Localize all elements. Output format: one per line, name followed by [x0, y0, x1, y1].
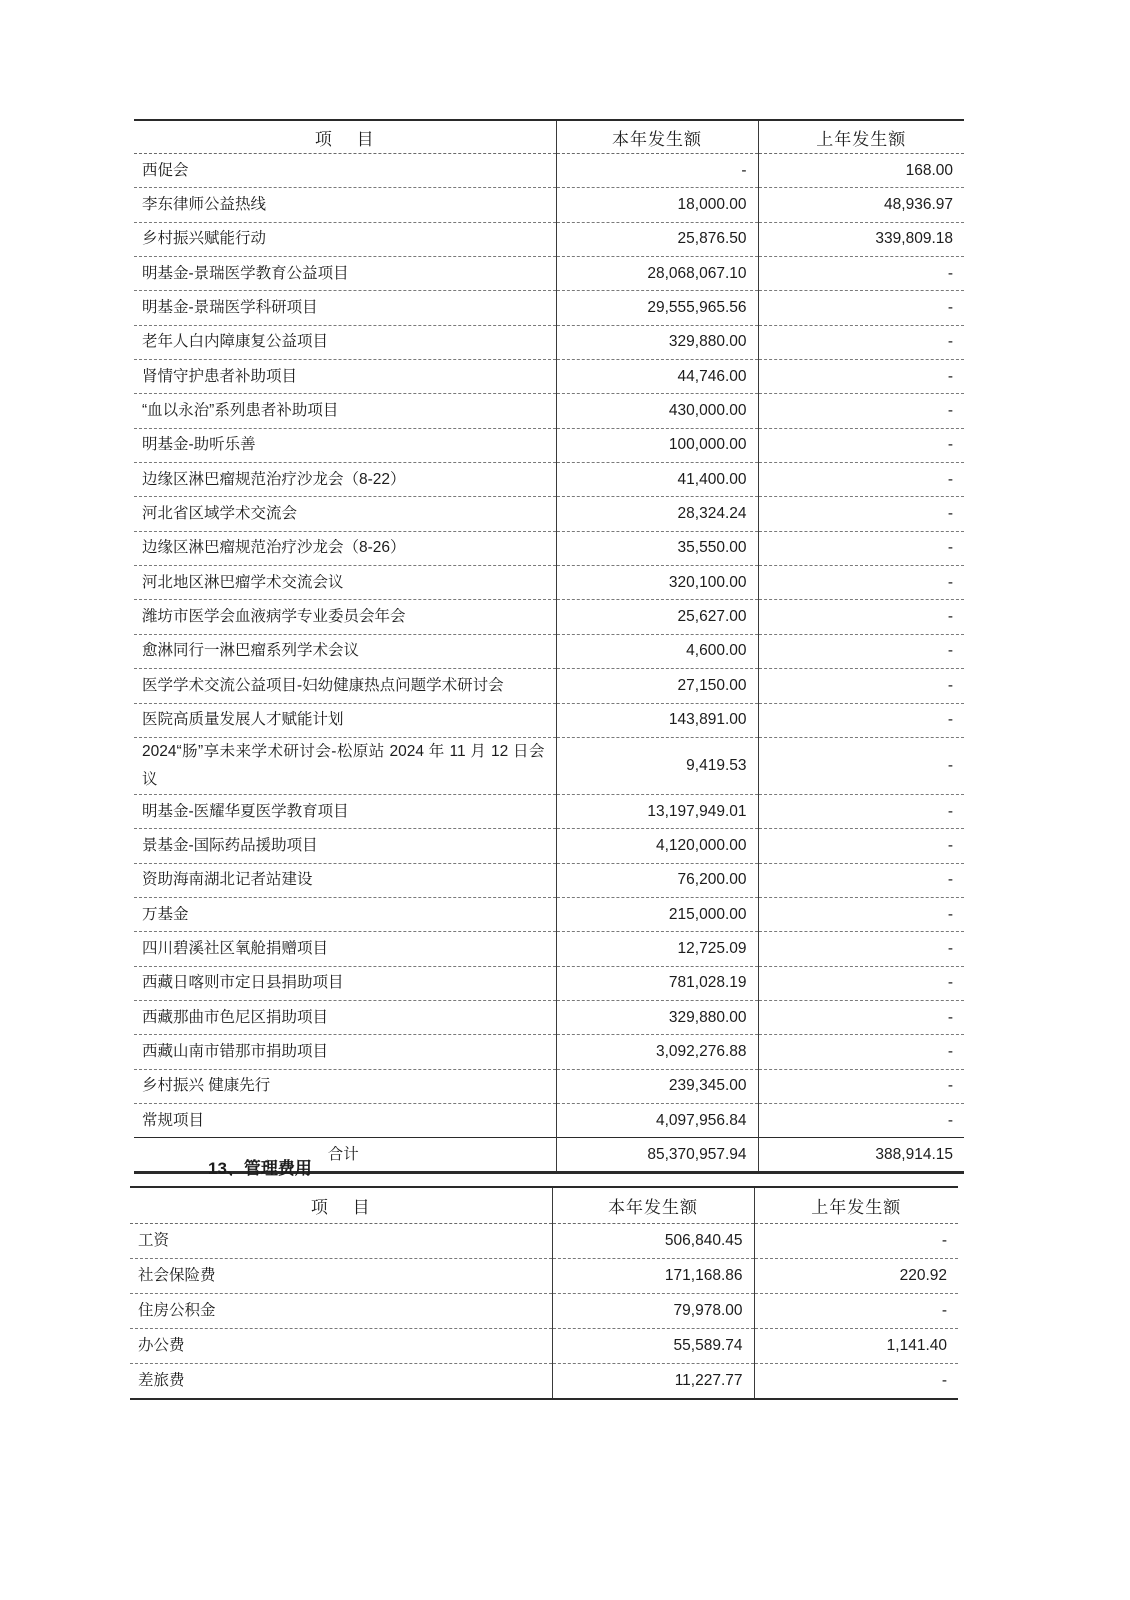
table-row: [134, 497, 964, 531]
item-name-cell: 资助海南湖北记者站建设: [134, 863, 556, 897]
table-row: [134, 1000, 964, 1034]
header-current-year: 本年发生额: [552, 1187, 754, 1224]
table-row: [134, 188, 964, 222]
table-row: [134, 222, 964, 256]
prior-year-amount-cell: 48,936.97: [758, 188, 964, 222]
current-year-amount-cell: 25,627.00: [556, 600, 758, 634]
current-year-amount-cell: 28,068,067.10: [556, 257, 758, 291]
prior-year-amount-cell: -: [758, 863, 964, 897]
item-name-cell: 社会保险费: [130, 1259, 552, 1294]
table-row: [134, 154, 964, 188]
item-name-cell: 明基金-景瑞医学科研项目: [134, 291, 556, 325]
item-name-cell: 万基金: [134, 897, 556, 931]
table-row: [134, 325, 964, 359]
table-row: [134, 794, 964, 828]
table-row: [134, 600, 964, 634]
total-prior-year: 388,914.15: [758, 1138, 964, 1173]
current-year-amount-cell: 3,092,276.88: [556, 1035, 758, 1069]
prior-year-amount-cell: -: [758, 360, 964, 394]
prior-year-amount-cell: -: [758, 703, 964, 737]
prior-year-amount-cell: -: [754, 1364, 958, 1400]
table-header-row: [134, 120, 964, 154]
current-year-amount-cell: 143,891.00: [556, 703, 758, 737]
prior-year-amount-cell: -: [758, 737, 964, 794]
current-year-amount-cell: 27,150.00: [556, 669, 758, 703]
current-year-amount-cell: 79,978.00: [552, 1294, 754, 1329]
current-year-amount-cell: 29,555,965.56: [556, 291, 758, 325]
current-year-amount-cell: 4,600.00: [556, 634, 758, 668]
prior-year-amount-cell: -: [758, 394, 964, 428]
header-item: 项 目: [134, 120, 556, 154]
item-name-cell: 西藏山南市错那市捐助项目: [134, 1035, 556, 1069]
current-year-amount-cell: 9,419.53: [556, 737, 758, 794]
prior-year-amount-cell: -: [758, 463, 964, 497]
item-name-cell: 乡村振兴赋能行动: [134, 222, 556, 256]
prior-year-amount-cell: -: [758, 634, 964, 668]
item-name-cell: 西藏日喀则市定日县捐助项目: [134, 966, 556, 1000]
current-year-amount-cell: 13,197,949.01: [556, 794, 758, 828]
prior-year-amount-cell: -: [754, 1294, 958, 1329]
admin-expense-table: [130, 1186, 958, 1400]
prior-year-amount-cell: -: [754, 1224, 958, 1259]
current-year-amount-cell: 41,400.00: [556, 463, 758, 497]
table-row: [134, 257, 964, 291]
table-row: [134, 932, 964, 966]
current-year-amount-cell: 781,028.19: [556, 966, 758, 1000]
prior-year-amount-cell: -: [758, 531, 964, 565]
item-name-cell: 乡村振兴 健康先行: [134, 1069, 556, 1103]
table-row: [130, 1259, 958, 1294]
item-name-cell: 明基金-助听乐善: [134, 428, 556, 462]
prior-year-amount-cell: -: [758, 794, 964, 828]
table-row: [134, 966, 964, 1000]
prior-year-amount-cell: -: [758, 829, 964, 863]
prior-year-amount-cell: 339,809.18: [758, 222, 964, 256]
prior-year-amount-cell: -: [758, 600, 964, 634]
section-title: 13、管理费用: [208, 1159, 312, 1178]
table-row: [134, 360, 964, 394]
current-year-amount-cell: 430,000.00: [556, 394, 758, 428]
project-expense-table: [134, 119, 964, 1174]
prior-year-amount-cell: -: [758, 428, 964, 462]
table-body: [134, 154, 964, 1138]
current-year-amount-cell: -: [556, 154, 758, 188]
header-prior-year: 上年发生额: [754, 1187, 958, 1224]
table-row: [134, 463, 964, 497]
item-name-cell: 肾情守护患者补助项目: [134, 360, 556, 394]
current-year-amount-cell: 4,120,000.00: [556, 829, 758, 863]
item-name-cell: 河北地区淋巴瘤学术交流会议: [134, 566, 556, 600]
table-row: [134, 566, 964, 600]
current-year-amount-cell: 506,840.45: [552, 1224, 754, 1259]
item-name-cell: 工资: [130, 1224, 552, 1259]
current-year-amount-cell: 100,000.00: [556, 428, 758, 462]
item-name-cell: 愈淋同行一淋巴瘤系列学术会议: [134, 634, 556, 668]
prior-year-amount-cell: -: [758, 966, 964, 1000]
table-row: [134, 1035, 964, 1069]
table-row: [134, 669, 964, 703]
item-name-cell: 四川碧溪社区氧舱捐赠项目: [134, 932, 556, 966]
current-year-amount-cell: 11,227.77: [552, 1364, 754, 1400]
item-name-cell: 潍坊市医学会血液病学专业委员会年会: [134, 600, 556, 634]
current-year-amount-cell: 12,725.09: [556, 932, 758, 966]
item-name-cell: 差旅费: [130, 1364, 552, 1400]
table-row: [130, 1364, 958, 1400]
item-name-cell: 李东律师公益热线: [134, 188, 556, 222]
current-year-amount-cell: 320,100.00: [556, 566, 758, 600]
item-name-cell: 住房公积金: [130, 1294, 552, 1329]
item-name-cell: 明基金-景瑞医学教育公益项目: [134, 257, 556, 291]
item-name-cell: 常规项目: [134, 1103, 556, 1137]
prior-year-amount-cell: 220.92: [754, 1259, 958, 1294]
prior-year-amount-cell: -: [758, 669, 964, 703]
item-name-cell: 明基金-医耀华夏医学教育项目: [134, 794, 556, 828]
table-row: [134, 829, 964, 863]
prior-year-amount-cell: 1,141.40: [754, 1329, 958, 1364]
table-row: [134, 897, 964, 931]
current-year-amount-cell: 329,880.00: [556, 1000, 758, 1034]
item-name-cell: 边缘区淋巴瘤规范治疗沙龙会（8-26）: [134, 531, 556, 565]
item-name-cell: 老年人白内障康复公益项目: [134, 325, 556, 359]
item-name-cell: 2024“肠”享未来学术研讨会-松原站 2024 年 11 月 12 日会议: [134, 737, 556, 794]
prior-year-amount-cell: -: [758, 897, 964, 931]
item-name-cell: 西促会: [134, 154, 556, 188]
current-year-amount-cell: 4,097,956.84: [556, 1103, 758, 1137]
current-year-amount-cell: 76,200.00: [556, 863, 758, 897]
table-row: [130, 1224, 958, 1259]
current-year-amount-cell: 239,345.00: [556, 1069, 758, 1103]
prior-year-amount-cell: -: [758, 932, 964, 966]
prior-year-amount-cell: -: [758, 1000, 964, 1034]
prior-year-amount-cell: -: [758, 291, 964, 325]
table-header-row: [130, 1187, 958, 1224]
table-row: [134, 531, 964, 565]
total-current-year: 85,370,957.94: [556, 1138, 758, 1173]
table-row: [134, 428, 964, 462]
item-name-cell: 河北省区域学术交流会: [134, 497, 556, 531]
item-name-cell: 景基金-国际药品援助项目: [134, 829, 556, 863]
table-row: [134, 863, 964, 897]
prior-year-amount-cell: 168.00: [758, 154, 964, 188]
item-name-cell: 医院高质量发展人才赋能计划: [134, 703, 556, 737]
item-name-cell: 西藏那曲市色尼区捐助项目: [134, 1000, 556, 1034]
current-year-amount-cell: 44,746.00: [556, 360, 758, 394]
prior-year-amount-cell: -: [758, 1069, 964, 1103]
prior-year-amount-cell: -: [758, 566, 964, 600]
current-year-amount-cell: 55,589.74: [552, 1329, 754, 1364]
current-year-amount-cell: 25,876.50: [556, 222, 758, 256]
prior-year-amount-cell: -: [758, 1103, 964, 1137]
item-name-cell: 边缘区淋巴瘤规范治疗沙龙会（8-22）: [134, 463, 556, 497]
prior-year-amount-cell: -: [758, 1035, 964, 1069]
item-name-cell: 医学学术交流公益项目-妇幼健康热点问题学术研讨会: [134, 669, 556, 703]
current-year-amount-cell: 35,550.00: [556, 531, 758, 565]
table-row: [130, 1329, 958, 1364]
table-body: [130, 1224, 958, 1400]
table-row: [134, 634, 964, 668]
current-year-amount-cell: 171,168.86: [552, 1259, 754, 1294]
item-name-cell: 办公费: [130, 1329, 552, 1364]
prior-year-amount-cell: -: [758, 325, 964, 359]
table-row: [134, 703, 964, 737]
prior-year-amount-cell: -: [758, 497, 964, 531]
header-current-year: 本年发生额: [556, 120, 758, 154]
table-row: [134, 291, 964, 325]
table-row: [134, 737, 964, 794]
item-name-cell: “血以永治”系列患者补助项目: [134, 394, 556, 428]
current-year-amount-cell: 215,000.00: [556, 897, 758, 931]
header-prior-year: 上年发生额: [758, 120, 964, 154]
header-item: 项 目: [130, 1187, 552, 1224]
table-row: [130, 1294, 958, 1329]
current-year-amount-cell: 18,000.00: [556, 188, 758, 222]
table-row: [134, 1103, 964, 1137]
table-row: [134, 1069, 964, 1103]
current-year-amount-cell: 329,880.00: [556, 325, 758, 359]
total-label: 合计: [134, 1138, 556, 1173]
prior-year-amount-cell: -: [758, 257, 964, 291]
table-row: [134, 394, 964, 428]
current-year-amount-cell: 28,324.24: [556, 497, 758, 531]
